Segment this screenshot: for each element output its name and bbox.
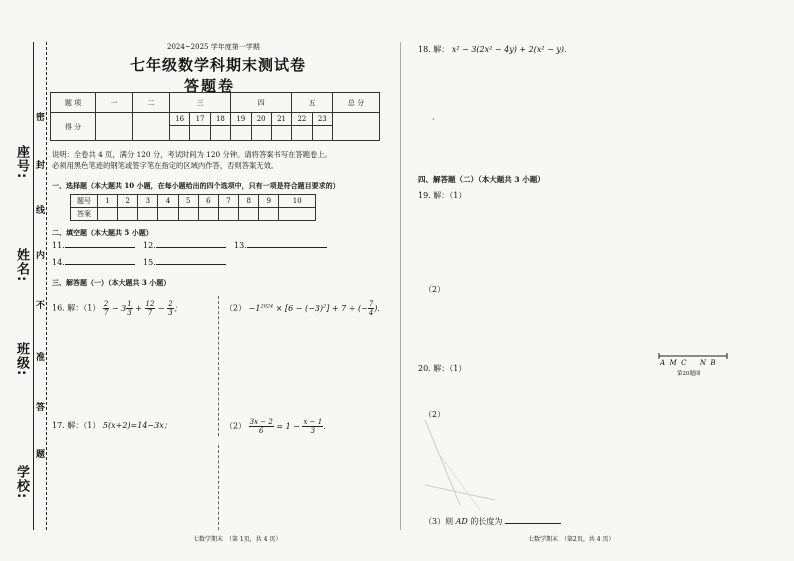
score-cell	[170, 126, 190, 141]
fill-blank-number: 14.	[52, 258, 65, 267]
score-header: 二	[133, 93, 170, 113]
q19-part2: （2）	[424, 285, 446, 294]
fraction: $\frac{2}{3}$	[168, 300, 173, 317]
q20-3-text: 的长度为	[470, 517, 503, 526]
q16-2-label: （2）	[225, 303, 247, 313]
seal-char: 密	[36, 113, 46, 123]
score-cell	[292, 126, 312, 141]
footer-right: 七数学期末 （第2页，共 4 页）	[528, 536, 615, 543]
choice-number: 9	[259, 195, 279, 208]
choice-number: 7	[218, 195, 238, 208]
q20-part2: （2）	[424, 410, 446, 419]
choice-answer-cell[interactable]	[138, 208, 158, 221]
seal-char: 题	[36, 450, 46, 460]
fill-blank-13	[234, 241, 327, 250]
q19-part1: 19. 解：（1）	[418, 191, 467, 200]
score-cell	[312, 126, 332, 141]
score-header: 题 项	[51, 93, 96, 113]
choice-number: 6	[198, 195, 218, 208]
q16-part1	[52, 300, 182, 317]
score-sub-number: 23	[312, 113, 332, 126]
choice-number: 3	[138, 195, 158, 208]
section2-title: 二、填空题（本大题共 5 小题）	[52, 228, 153, 237]
fraction: $\frac{x - 1}{3}$	[303, 418, 323, 435]
q18-label: 18. 解：	[418, 45, 450, 54]
score-sub-number: 16	[170, 113, 190, 126]
seal-char: 内	[36, 251, 46, 261]
seal-char: 准	[36, 353, 46, 363]
q18-expression: x² − 3(2x² − 4y) + 2(x² − y)．	[451, 45, 573, 54]
page-title: 七年级数学科期末测试卷	[130, 56, 307, 74]
choice-answer-cell[interactable]	[239, 208, 259, 221]
fill-blank-15	[143, 258, 226, 267]
seal-char: 线	[36, 206, 46, 216]
q16-2-expression: $-1^{2024} \times [6 - (-3)^2] + 7$ ÷ (− $\frac{7}{4}$ )．	[248, 300, 386, 317]
q17-part2	[225, 418, 331, 435]
choice-row-label: 题号	[71, 195, 98, 208]
fill-blank-14	[52, 258, 135, 267]
score-sub-number: 19	[231, 113, 251, 126]
seal-char: 答	[36, 403, 46, 413]
score-row-label: 得 分	[51, 113, 96, 141]
score-sub-number: 17	[190, 113, 210, 126]
q20-part3	[424, 516, 561, 527]
choice-answer-cell[interactable]	[279, 208, 316, 221]
seal-char: 不	[36, 301, 46, 311]
q20-3-answer-line[interactable]	[505, 523, 561, 524]
choice-number: 10	[279, 195, 316, 208]
choice-number: 4	[158, 195, 178, 208]
q16-label: 16. 解：（1）	[52, 303, 101, 313]
page-subtitle: 答题卷	[184, 77, 236, 95]
choice-number: 2	[118, 195, 138, 208]
bleed-line	[425, 420, 460, 505]
score-cell	[96, 113, 133, 141]
q17-part1	[52, 420, 172, 431]
choice-answer-cell[interactable]	[178, 208, 198, 221]
fraction: $\frac{1}{3}$	[127, 300, 132, 317]
q17-label: 17. 解：（1）	[52, 421, 101, 430]
column-divider	[218, 296, 219, 436]
stray-dot: ·	[432, 115, 435, 124]
score-cell	[271, 126, 291, 141]
score-header: 一	[96, 93, 133, 113]
q17-1-expression: 5(x+2)=14−3x；	[102, 421, 172, 430]
choice-answer-cell[interactable]	[259, 208, 279, 221]
bleed-through-figure	[420, 415, 500, 515]
bleed-line	[425, 485, 495, 500]
section4-title: 四、解答题（二）（本大题共 3 小题）	[418, 175, 545, 184]
score-cell	[210, 126, 230, 141]
section3-title: 三、解答题（一）（本大题共 3 小题）	[52, 278, 171, 287]
school-year: 2024~2025 学年度第一学期	[167, 43, 260, 51]
fill-blank-number: 11.	[52, 241, 65, 250]
q20-part1: 20. 解：（1）	[418, 364, 467, 373]
choice-answer-table	[70, 194, 316, 221]
score-cell	[251, 126, 271, 141]
score-header: 四	[231, 93, 292, 113]
choice-answer-cell[interactable]	[198, 208, 218, 221]
q18	[418, 44, 572, 55]
choice-answer-cell[interactable]	[98, 208, 118, 221]
fill-blank-line[interactable]	[247, 247, 327, 248]
note-line-1: 说明：全卷共 4 页，满分 120 分，考试时间为 120 分钟。请将答案书写在答题卷上。	[52, 150, 332, 159]
class-label: 班级:	[14, 342, 29, 377]
page-divider	[400, 42, 401, 530]
column-divider	[218, 445, 219, 530]
score-sub-number: 20	[251, 113, 271, 126]
fill-blank-number: 13.	[234, 241, 247, 250]
fill-blank-12	[143, 241, 226, 250]
score-cell	[231, 126, 251, 141]
fraction: $\frac{3x - 2}{6}$	[249, 418, 273, 435]
bleed-line	[440, 455, 480, 510]
score-header: 三	[170, 93, 231, 113]
school-label: 学校:	[14, 465, 29, 500]
fill-blank-line[interactable]	[156, 247, 226, 248]
score-sub-number: 22	[292, 113, 312, 126]
footer-left: 七数学期末 （第 1页，共 4 页）	[193, 536, 282, 543]
q16-1-expression: $\frac{2}{7}$ − 3 $\frac{1}{3}$ + $\frac{12}{7}$ − $\frac{2}{3}$ ；	[103, 300, 182, 317]
fill-blank-11	[52, 241, 135, 250]
score-cell	[133, 113, 170, 141]
fraction: $\frac{7}{4}$	[368, 300, 374, 317]
seat-number-label: 座号:	[14, 145, 29, 180]
score-table	[50, 92, 380, 141]
choice-answer-cell[interactable]	[118, 208, 138, 221]
q17-2-label: （2）	[225, 421, 247, 431]
score-header: 五	[292, 93, 333, 113]
score-header: 总 分	[333, 93, 380, 113]
choice-number: 1	[98, 195, 118, 208]
seal-char: 封	[36, 161, 46, 171]
choice-number: 8	[239, 195, 259, 208]
score-sub-number: 21	[271, 113, 291, 126]
name-label: 姓名:	[14, 248, 29, 283]
fill-blank-line[interactable]	[65, 247, 135, 248]
fill-blank-number: 15.	[143, 258, 156, 267]
q20-figure-caption: 第20题图	[677, 371, 701, 377]
binding-line-2	[46, 42, 47, 530]
q20-3-ad: AD	[455, 517, 468, 526]
score-sub-number: 18	[210, 113, 230, 126]
section1-title: 一、选择题（本大题共 10 小题，在每小题给出的四个选项中，只有一项是符合题目要求的）	[52, 181, 340, 190]
fraction: $\frac{2}{7}$	[103, 300, 109, 317]
choice-number: 5	[178, 195, 198, 208]
score-cell	[190, 126, 210, 141]
q20-3-label: （3）则	[424, 517, 454, 526]
fill-blank-line[interactable]	[65, 264, 135, 265]
fill-blank-line[interactable]	[156, 264, 226, 265]
q17-2-expression: $\frac{3x - 2}{6}$ = 1 − $\frac{x - 1}{3}$ ．	[249, 418, 332, 435]
q16-part2	[225, 300, 385, 317]
choice-answer-cell[interactable]	[158, 208, 178, 221]
choice-answer-cell[interactable]	[218, 208, 238, 221]
score-cell	[333, 113, 380, 141]
note-line-2: 必须用黑色笔迹的钢笔或签字笔在指定的区域内作答，否则答案无效。	[52, 161, 279, 170]
binding-line-1	[33, 42, 34, 530]
choice-row-label: 答案	[71, 208, 98, 221]
fraction: $\frac{12}{7}$	[145, 300, 155, 317]
q20-figure-points: A M C N B	[660, 359, 716, 367]
fill-blank-number: 12.	[143, 241, 156, 250]
